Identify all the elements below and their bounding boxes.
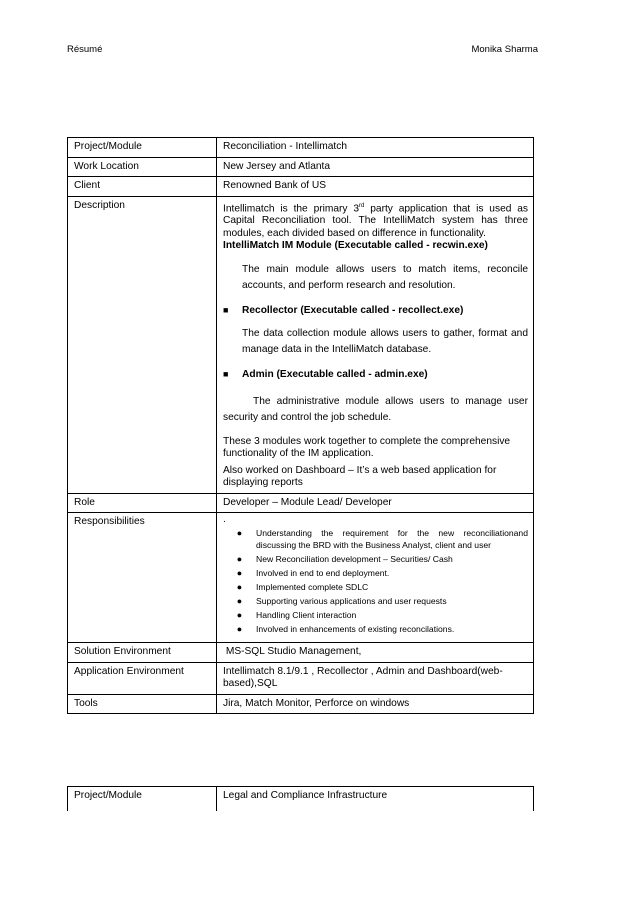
description-intro bbox=[223, 200, 528, 241]
client-value: Renowned Bank of US bbox=[217, 177, 534, 197]
dashboard-text: Also worked on Dashboard – It’s a web based application for displaying reports bbox=[223, 464, 497, 489]
im-heading: IntelliMatch IM Module (Executable called - recwin.exe) bbox=[223, 240, 488, 252]
admin-text: The administrative module allows users to manage user security and control the job schedule. bbox=[223, 395, 528, 423]
list-item bbox=[223, 609, 528, 621]
list-item bbox=[223, 304, 528, 318]
table-row bbox=[68, 177, 534, 197]
responsibility-text: New Reconciliation development – Securities/ Cash bbox=[256, 554, 453, 565]
responsibility-text: Supporting various applications and user requests bbox=[256, 596, 447, 607]
table-row bbox=[68, 138, 534, 158]
table-row bbox=[68, 643, 534, 663]
list-item bbox=[223, 567, 528, 579]
responsibility-text: Handling Client interaction bbox=[256, 610, 357, 621]
project-label: Project/Module bbox=[68, 138, 217, 158]
responsibility-text: Implemented complete SDLC bbox=[256, 582, 369, 593]
table-row bbox=[68, 513, 534, 643]
project-value: Reconciliation - Intellimatch bbox=[217, 138, 534, 158]
recollector-text: The data collection module allows users to gather, format and manage data in the IntelliMatch database. bbox=[242, 328, 528, 356]
responsibility-text: Involved in end to end deployment. bbox=[256, 568, 390, 579]
responsibilities-list bbox=[223, 527, 528, 635]
client-label: Client bbox=[68, 177, 217, 197]
bullet-icon: ● bbox=[236, 554, 243, 565]
bullet-icon: ● bbox=[236, 610, 243, 621]
admin-heading: Admin (Executable called - admin.exe) bbox=[242, 369, 428, 381]
bullet-icon: ● bbox=[236, 624, 243, 635]
recollector-heading: Recollector (Executable called - recollect.exe) bbox=[242, 304, 464, 316]
table-row bbox=[68, 694, 534, 714]
description-cell bbox=[217, 196, 534, 493]
role-value: Developer – Module Lead/ Developer bbox=[217, 493, 534, 513]
app-env-label: Application Environment bbox=[68, 662, 217, 694]
resp-dot: . bbox=[223, 514, 226, 526]
app-env-value: Intellimatch 8.1/9.1 , Recollector , Admin and Dashboard(web-based),SQL bbox=[217, 662, 534, 694]
table-row bbox=[68, 787, 534, 812]
bullet-icon: ● bbox=[236, 528, 243, 539]
square-bullet-icon: ■ bbox=[223, 369, 229, 380]
description-label: Description bbox=[68, 196, 217, 493]
project-value: Legal and Compliance Infrastructure bbox=[217, 787, 534, 812]
list-item bbox=[223, 527, 528, 551]
header-right: Monika Sharma bbox=[471, 44, 538, 55]
im-text: The main module allows users to match items, reconcile accounts, and perform research and resolution. bbox=[242, 263, 528, 291]
solution-value: MS-SQL Studio Management, bbox=[217, 643, 534, 663]
tools-value: Jira, Match Monitor, Perforce on windows bbox=[217, 694, 534, 714]
summary-text: These 3 modules work together to complete the comprehensive functionality of the IM application. bbox=[223, 435, 511, 460]
intro-sup: rd bbox=[359, 202, 365, 209]
role-label: Role bbox=[68, 493, 217, 513]
project-table-1 bbox=[67, 137, 534, 714]
list-item bbox=[223, 553, 528, 565]
project-label: Project/Module bbox=[68, 787, 217, 812]
list-item bbox=[223, 595, 528, 607]
list-item bbox=[223, 581, 528, 593]
bullet-icon: ● bbox=[236, 596, 243, 607]
responsibility-text: Involved in enhancements of existing reconcilations. bbox=[256, 624, 455, 635]
bullet-icon: ● bbox=[236, 582, 243, 593]
table-row bbox=[68, 493, 534, 513]
list-item bbox=[223, 623, 528, 635]
bullet-icon: ● bbox=[236, 568, 243, 579]
intro-pre: Intellimatch is the primary 3 bbox=[223, 202, 360, 214]
table-row bbox=[68, 196, 534, 493]
list-item bbox=[223, 368, 528, 382]
project-table-2 bbox=[67, 786, 534, 811]
location-value: New Jersey and Atlanta bbox=[217, 157, 534, 177]
responsibilities-label: Responsibilities bbox=[68, 513, 217, 643]
table-row bbox=[68, 157, 534, 177]
location-label: Work Location bbox=[68, 157, 217, 177]
header-left: Résumé bbox=[67, 44, 103, 55]
table-row bbox=[68, 662, 534, 694]
solution-label: Solution Environment bbox=[68, 643, 217, 663]
intro-post: party application that is used as Capital Reconciliation tool. The IntelliMatch system has three modules, each divided based on difference in functionality. bbox=[223, 202, 528, 239]
square-bullet-icon: ■ bbox=[223, 304, 229, 315]
tools-label: Tools bbox=[68, 694, 217, 714]
responsibility-text: Understanding the requirement for the new reconciliationand discussing the BRD with the Business Analyst, client and user bbox=[256, 528, 528, 551]
responsibilities-cell bbox=[217, 513, 534, 643]
